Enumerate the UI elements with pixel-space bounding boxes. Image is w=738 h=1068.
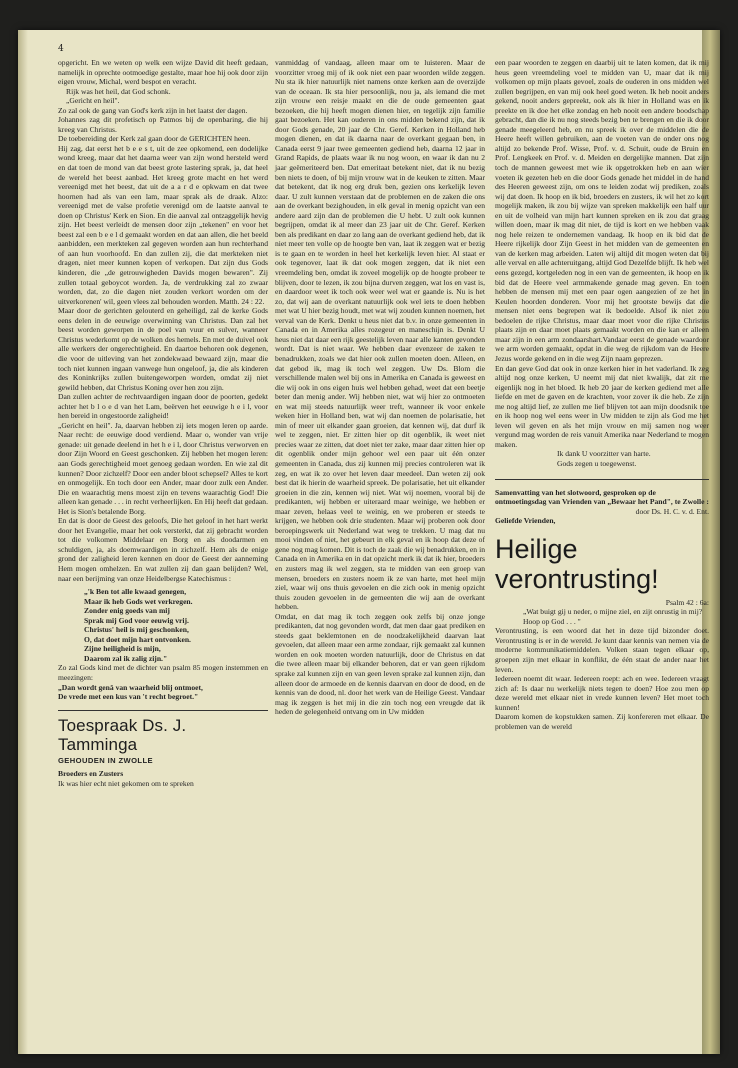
section-divider [58,710,268,711]
verse-line: Daarom zal ik zalig zijn." [84,653,168,663]
verse-line: Sprak mij God voor eeuwig vrij. [84,615,189,625]
article-greeting: Broeders en Zusters [58,769,124,779]
headline: Heilige verontrusting! [495,533,659,594]
greeting: Geliefde Vrienden, [495,516,556,526]
paragraph: Johannes zag dit profetisch op Patmos bij de openbaring, die hij kreeg van Christus. [58,115,268,134]
paragraph: een paar woorden te zeggen en daarbij uit te laten komen, dat ik mij heus geen vreemdeling voel te midden van U, maar dat ik mij volkomen op mijn plaats gevoel, zoals de ouderen in ons midden wel zullen begrijpen, en van mij ook heel goed weten. Ik heb nooit anders gekend, nooit anders gepreekt, ook als ik hier in Holland was en ik preekte en ik doe het elke zondag en heb nooit een andere boodschap gebracht, dan die ik nu nog steeds bezig ben te brengen en die ik door genade meegeleerd heb, en nu spreek ik over de middelen die de Heere heeft willen gebruiken, aan de voeten van de onder ons nog altijd zo bekende Prof. Wisse, Prof. v. d. Schuit, oude de Bruin en Prof. Lengkeek en Prof. v. d. Meiden en dergelijke mannen. Dat zijn toch de mannen geweest met wie ik opgetrokken heb en aan wier voeten ik gezeten heb en die door Gods genade het middel in de hand des Heeren geweest zijn, om ons te leiden zodat wij prediken, zoals wij dat doen. Ik hoop en ik bid, broeders en zusters, ik wil het zo kort mogelijk maken, ik zou bij wijze van spreken makkelijk een half uur en uit de volheid van mijn hart kunnen spreken en ik zou dat graag willen doen, maar ik mag dit niet, de tijd is kort en we hebben vaak nog hele reizen te ondernemen vandaag. Ik hoop en ik bid dat de Heere rijkelijk door Zijn Geest in het midden van de gemeenten en van de kerken mag arbeiden. Laten wij altijd dit mogen weten dat bij alle verval en alle achteruitgang, altijd God Dezelfde blijft. Ik heb wel eens gezegd, kortgeleden nog in een van de gemeenten, ik hoop en ik bid dat de Heere veel armmakende genade mag geven. En toen hebben de mensen mij met een paar ogen aangezien of ze het in Keulen hoorden donderen. Voor mij het grootste bewijs dat die mensen niet eens begrepen wat ik bedoelde. Alsof ik niet zou bedoelen de rijke Christus, maar daar moet voor die rijke Christus plaats zijn en daar moet plaats gemaakt worden en die kan er alleen maar zijn in een arm zondaarshart.Vandaar eerst de genade waardoor we arm worden gemaakt, opdat in die weg de rijkdom van de Heere Jezus worde gekend en in die weg Zijn naam geprezen. [495,58,709,363]
article-title: Toespraak Ds. J. Tamminga [58,715,187,754]
paragraph: Dan zullen achter de rechtvaardigen ingaan door de poorten, gedekt achter het b l o e d van het Lam, beërven het eeuwige h e i l, voor hen bereid in ongestoorde zaligheid! [58,392,268,421]
verse-line: Zonder enig goeds van mij [84,606,170,616]
paragraph: Iedereen noemt dit waar. Iedereen roept: ach en wee. Iedereen vraagt zich af: Is daar nu werkelijk niets tegen te doen? Hoe zou men op deze wereld met elkaar niet in vrede kunnen leven? Het moet toch kunnen! [495,674,709,712]
paragraph: De toebereiding der Kerk zal gaan door de GERICHTEN heen. [58,134,251,144]
scripture-quote: „Wat buigt gij u neder, o mijne ziel, en zijt onrustig in mij? Hoop op God . . . " [523,607,703,626]
paragraph: Hij zag, dat eerst het b e e s t, uit de zee opkomend, een dodelijke wond kreeg, maar dat het daarna weer van zijn wond hersteld werd en dat toen de mond van dat beest grote lastering sprak, ja, dat heel de wereld het beest aanbad. Het kreeg grote macht en het werd vereenigd met het beest, dat uit de a a r d e opkwam en dat twee hoornen had als van een lam, maar sprak als de draak. Alzo: vereenigd met de valse profetie verenigd om de laatste aanval te doen op Christus' Kerk en Sion. En die aanval zal ontzaggelijk hevig zijn. Het beest verleidt de mensen door zijn „tekenen" en voor het beest zal een b e e l d gemaakt worden en dat aan allen, die het beeld aanbidden, een merkteken zal gegeven worden aan hun rechterhand of aan hun voorhoofd. En dan zullen zij, die dat merkteken niet dragen, niet meer kunnen kopen of verkopen. Dat zijn dus Gods kinderen, die „de getrouwigheden Davids mogen bewaren". Zij zullen totaal geboycot worden. Ja, de verdrukking zal zo zwaar worden, dat, zo die dagen niet zouden verkort worden om der uitverkorenen' wil, geen vlees zal behouden worden. Matth. 24 : 22. [58,143,268,306]
psalm-reference: Psalm 42 : 6a: [665,597,709,607]
paragraph: „Gericht en heil". Ja, daarvan hebben zij iets mogen leren op aarde. Naar recht: de eeuwige dood verdiend. Maar o, wonder van vrije genade: uit genade deelend in het h e i l, door Christus verworven en door Zijn Woord en Geest geschonken. Zij hebben het mogen leren: aan Gods gerechtigheid moet genoeg gedaan worden. En wie zal dit kunnen? Door zichzelf? Door een ander bloot schepsel? Alles te kort en onmogelijk. En toch door een Ander, maar door zulk een Ander. Die en waarachtig mens moest zijn en tevens waarachtig God! Die alleen kan genade . . . in recht verheerlijken. En Hij heeft dat gedaan. Het is Sion's betalende Borg. [58,420,268,516]
page-fold-shadow [18,30,28,1054]
column-2 [275,58,485,717]
paragraph: Omdat, en dat mag ik toch zeggen ook zelfs bij onze jonge predikanten, dat nog gevonden wordt, dat men daar gaat prediken en steeds gaat beklemtonen en de noodzakelijkheid daarvan laat gevoelen, dat alleen maar een arme zondaar, rijk gemaakt zal kunnen worden en ook moeten worden natuurlijk, door de Christus en dat die twee alleen maar bij elkander behoren, dat er van geen rijkdom sprake zal kunnen zijn en van geen leven sprake zal kunnen zijn, dan alleen door de armoede en de kennis daarvan en door de dood, en de kennis van de dood, nl. door het werk van de Heilige Geest. Vandaar mag ik zeggen is het mij in die zin toch nog een vreugde dat ik heden de gelegenheid ontvang om in Uw midden [275,611,485,717]
summary-section [495,479,709,732]
verse-line: O, dat doet mijn hart ontvonken. [84,634,191,644]
paragraph: Zo zal ook de gang van God's kerk zijn in het laatst der dagen. [58,105,248,115]
closing-thanks: Ik dank U voorzitter van harte. [557,449,651,459]
article-subtitle: GEHOUDEN IN ZWOLLE [58,755,153,765]
paragraph: Zo zal Gods kind met de dichter van psalm 85 mogen instemmen en meezingen: [58,663,268,682]
paragraph: Daarom komen de kopstukken samen. Zij konfereren met elkaar. De problemen van de wereld [495,712,709,731]
page-number: 4 [58,44,64,54]
paragraph: opgericht. En we weten op welk een wijze David dit heeft gedaan, namelijk in oprechte ootmoedige gestalte, maar hoe hij ook door zijn eigen vrouw, Michal, werd bespot en veracht. [58,58,268,87]
verse-line: Maar ik heb Gods wet verkregen. [84,596,193,606]
column-1 [58,58,268,788]
closing-blessing: Gods zegen u toegewenst. [557,458,637,468]
column-3 [495,58,709,731]
paragraph: „Gericht en heil". [66,96,120,106]
paragraph: Ik was hier echt niet gekomen om te spreken [58,778,194,788]
paragraph: Maar door de gerichten gelouterd en geheiligd, zal de kerke Gods eens delen in de eeuwige overwinning van Christus. Dan zal het beest worden geworpen in de poel van vuur en sulver, wanneer Christus wederkomt op de wolken des hemels. En met de duivel ook alle werkers der ongerechtigheid. En daartoe behoren ook degenen, die voor de uitleving van het zondekwaad bewaard zijn, maar die toch niet kunnen ingaan vanwege hun ongeloof, ja, die als kinderen des Koninkrijks zullen buitengeworpen worden, omdat zij niet gewild hebben, dat Christus Koning over hen zou zijn. [58,306,268,392]
summary-heading: Samenvatting van het slotwoord, gesproken op de ontmoetingsdag van Vrienden van „Bewaar het Pand", te Zwolle : [495,487,709,507]
paragraph: En dan geve God dat ook in onze kerken hier in het vaderland. Ik zeg altijd nog onze kerken, U neemt mij dat niet kwalijk, dat zit me eigenlijk nog in het bloed. Ik heb 20 jaar de kerken gediend met alle liefde en met de gaven en de krachten, voor zover ik die heb. Ze zijn me nog altijd lief, ze zullen me lief blijven tot aan mijn doodsnik toe en ik hoop nog wel eens weer in Uw midden te zijn als God me het leven wil geven en als het mijn vrouw en mij samen nog weer vergund mag worden de reis vanuit Amerika naar Nederland te mogen maken. [495,363,709,449]
verse-line: Zijne heiligheid is mijn, [84,644,161,654]
newspaper-page [18,30,720,1054]
paragraph: Rijk was het heil, dat God schonk. [66,86,171,96]
verse-line: Christus' heil is mij geschonken, [84,625,189,635]
verse-line: „'k Ben tot alle kwaad genegen, [84,587,187,597]
paragraph: En dat is door de Geest des geloofs, Die het geloof in het hart werkt door het Evangelie, maar het ook versterkt, dat zij gebracht worden tot die volkomen Middelaar en Borg en als doodarmen en schuldigen, ja, als doemwaardigen in zichzelf. Hem als de enige grond der zaligheid leren kennen en door de Geest der aanneming Hem mogen omhelzen. En wat zullen zij dan gaan belijden? Wel, naar een berijming van onze Heidelbergse Katechismus : [58,516,268,583]
closing-verse-line: „Dan wordt genâ van waarheid blij ontmoet, [58,682,203,692]
author-line: door Ds. H. C. v. d. Ent. [635,506,709,516]
paragraph: vanmiddag of vandaag, alleen maar om te luisteren. Maar de voorzitter vroeg mij of ik ook niet een paar woorden wilde zeggen. Nu sta ik hier natuurlijk niet namens onze kerken aan de overzijde van de oceaan. Ik sta hier persoonlijk, nou ja, als iemand die met zijn vrouw een reisje maakt en die de oude gemeenten gaat bezoeken, die hij heeft mogen dienen hier, en tegelijk zijn familie gaat bezoeken. Het kan ouderen in ons midden bekend zijn, dat ik door Gods genade, 20 jaar de Chr. Geref. Kerken in Holland heb mogen dienen, en dat ik daarna naar de overkant gegaan ben, in Canada eerst 9 jaar twee gemeenten gediend heb, daarna 12 jaar in Grand Rapids, de plaats waar ik nu nog woon, en waar ik dan nu 2 jaar geëmeriteerd ben. Dat emeritaat betekent niet, dat ik nu bezig ben niets te doen, of bij mijn vrouw wat in de keuken te zitten. Maar dat betekent, dat ik nog erg druk ben, gezien ons kerkelijk leven daar. U zult kunnen verstaan dat de problemen en de zaken die ons aan de overkant bezighouden, in elk geval in menig opzicht van een andere aard zijn dan de problemen die U hebt. U zult ook kunnen begrijpen, omdat ik al meer dan 23 jaar uit de Chr. Geref. Kerken ben als predikant en daar zo lang aan de overkant gediend heb, dat ik niet meer ten volle op de hoogte ben van, laat ik zeggen wat er bezig is te gaan en te worden in heel het kerkelijk leven hier. Al staat er ook tegenover, laat ik dat ook mogen zeggen, dat ik niet een vreemdeling ben, omdat ik zoveel mogelijk op de hoogte probeer te blijven, door te lezen, ik zou bijna durven zeggen, wat los en vast is, en daardoor weet ik toch ook weer wel wat er gaande is. Nu is het zo, dat wij aan de overkant natuurlijk ook wel iets te doen hebben met wat U hier bezig houdt, met wat wij zouden kunnen noemen, het verval van de Kerk. Denkt u heus niet dat b.v. in onze gemeenten in Canada en in Amerika alles rozegeur en maneschijn is. Denkt U heus niet dat daar een rijk geestelijk leven naar alle kanten gevonden wordt. Dat is niet waar. We hebben daar evenzeer de zaken te benadrukken, zoals we dat hier ook zullen moeten doen. Alleen, en dat gebod ik, mag ik toch wel zeggen. Uw Ds. Blom die verschillende malen wel bij ons in Amerika en Canada is geweest en die wij ook in ons eigen huis wel hebben gehad, weet dat een beetje beter dan menig ander. Wij hebben niet, wat wij hier zo ontmoeten en wat mij steeds natuurlijk weer treft, wanneer ik voor enkele weken hier in Holland ben, wat wij dan noemen de polarisatie, het min of meer uit elkander gaan groeien, dat kennen wij, dat durf ik wel te zeggen, niet. Er zitten hier op dit ogenblik, ik weet niet precies waar ze zitten, dat doet niet ter zake, maar daar zitten hier op dit ogenblik onder mijn gehoor wel een paar uit één onzer gemeenten in Canada, dus zij kunnen mij precies controleren wat ik zeg, en wat ik zo over het leven daar meedeel. Dan weten zij ook best dat ik hierin de waarheid spreek. De polarisatie, het uit elkander groeien in die zin, kennen wij niet. Wat wij noemen, vooral bij de predikanten, wij hebben er uiteraard maar weinige, we hebben er maar zeven, helaas veel te weinig, en we proberen er steeds te krijgen, we hebben ook drie studenten. Maar wij proberen ook door beroepingswerk uit Nederland wat weg te trekken. U mag dat nu mooi vinden of niet, het gebeurt in elk geval en ik hoop dat deze of gene nog mag komen. Dit is toch de zaak die wij benadrukken, en in Canada en in Amerika en in dat opzicht merk ik dat ik hier, broeders en zusters mag ik wel zeggen, sta te midden van een groep van mensen, broeders en zusters noem ik ze van harte, met heel mijn ziel, waar wij ons thuis gevoelen en die zich ook in menig opzicht thuis zouden gevoelen in de gemeenten die wij aan de overkant hebben. [275,58,485,612]
paragraph: Verontrusting, is een woord dat het in deze tijd bizonder doet. Verontrusting is er in de wereld. Je kunt daar kennis van nemen via de moderne kommunikatiemiddelen. Volken staan tegen elkaar op, groepen zijn met elkaar in konflikt, de één staat de ander naar het leven. [495,626,709,674]
closing-verse-line: De vrede met een kus van 't recht begroet." [58,692,199,702]
